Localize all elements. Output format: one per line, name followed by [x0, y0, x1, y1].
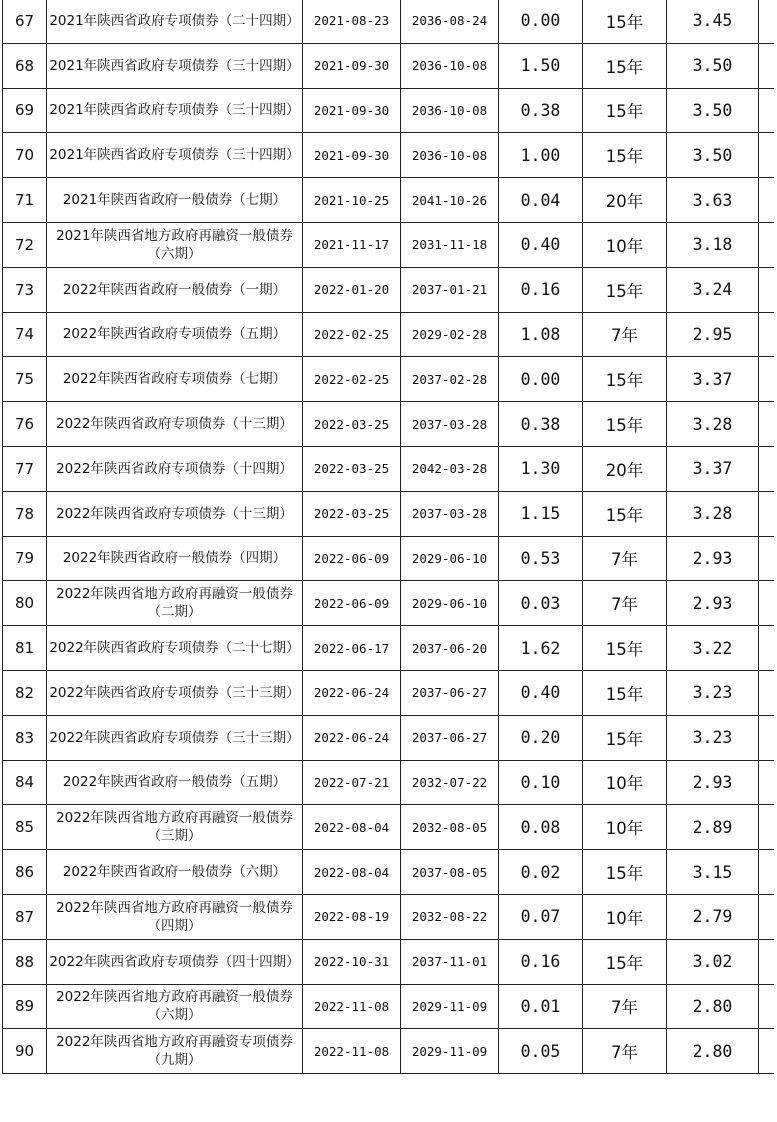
row-number-cell: 88: [3, 939, 47, 984]
page-margin-cell: [759, 446, 775, 491]
issue-date-cell: 2022-03-25: [303, 402, 401, 447]
page-margin-cell: [759, 491, 775, 536]
amount-cell: 0.10: [499, 760, 583, 805]
amount-cell: 1.00: [499, 133, 583, 178]
term-cell: 10年: [583, 894, 667, 939]
table-row: [3, 178, 775, 223]
term-cell: 15年: [583, 491, 667, 536]
row-number-cell: 75: [3, 357, 47, 402]
maturity-date-cell: 2037-03-28: [401, 491, 499, 536]
issue-date-cell: 2021-08-23: [303, 0, 401, 43]
bond-name-cell: 2022年陕西省地方政府再融资一般债券（四期）: [47, 894, 303, 939]
bond-name-cell: 2022年陕西省政府专项债券（三十三期）: [47, 670, 303, 715]
amount-cell: 0.03: [499, 581, 583, 626]
term-cell: 15年: [583, 88, 667, 133]
issue-date-cell: 2022-08-04: [303, 805, 401, 850]
term-cell: 7年: [583, 581, 667, 626]
interest-rate-cell: 3.22: [667, 626, 759, 671]
term-cell: 15年: [583, 43, 667, 88]
term-cell: 15年: [583, 670, 667, 715]
issue-date-cell: 2022-11-08: [303, 984, 401, 1029]
term-cell: 20年: [583, 446, 667, 491]
amount-cell: 1.30: [499, 446, 583, 491]
maturity-date-cell: 2037-11-01: [401, 939, 499, 984]
amount-cell: 0.53: [499, 536, 583, 581]
interest-rate-cell: 2.93: [667, 581, 759, 626]
page-margin-cell: [759, 312, 775, 357]
row-number-cell: 74: [3, 312, 47, 357]
maturity-date-cell: 2032-07-22: [401, 760, 499, 805]
issue-date-cell: 2022-02-25: [303, 312, 401, 357]
term-cell: 15年: [583, 850, 667, 895]
bond-name-cell: 2022年陕西省地方政府再融资一般债券（二期）: [47, 581, 303, 626]
table-row: [3, 312, 775, 357]
row-number-cell: 85: [3, 805, 47, 850]
interest-rate-cell: 3.28: [667, 491, 759, 536]
amount-cell: 0.01: [499, 984, 583, 1029]
bond-name-cell: 2022年陕西省政府一般债券（五期）: [47, 760, 303, 805]
issue-date-cell: 2022-01-20: [303, 267, 401, 312]
table-row: [3, 894, 775, 939]
row-number-cell: 81: [3, 626, 47, 671]
table-row: [3, 43, 775, 88]
bond-name-cell: 2022年陕西省政府专项债券（五期）: [47, 312, 303, 357]
amount-cell: 0.40: [499, 670, 583, 715]
table-row: [3, 715, 775, 760]
bond-name-cell: 2022年陕西省政府专项债券（十四期）: [47, 446, 303, 491]
interest-rate-cell: 3.24: [667, 267, 759, 312]
bond-name-cell: 2021年陕西省政府专项债券（三十四期）: [47, 43, 303, 88]
amount-cell: 0.00: [499, 357, 583, 402]
table-row: [3, 402, 775, 447]
amount-cell: 1.15: [499, 491, 583, 536]
maturity-date-cell: 2029-06-10: [401, 536, 499, 581]
bond-name-cell: 2021年陕西省政府专项债券（三十四期）: [47, 88, 303, 133]
term-cell: 7年: [583, 984, 667, 1029]
page-margin-cell: [759, 581, 775, 626]
bond-name-cell: 2021年陕西省政府专项债券（二十四期）: [47, 0, 303, 43]
row-number-cell: 87: [3, 894, 47, 939]
bond-name-cell: 2022年陕西省政府专项债券（十三期）: [47, 402, 303, 447]
table-row: [3, 670, 775, 715]
amount-cell: 1.62: [499, 626, 583, 671]
row-number-cell: 90: [3, 1029, 47, 1074]
bond-name-cell: 2022年陕西省地方政府再融资一般债券（三期）: [47, 805, 303, 850]
term-cell: 15年: [583, 939, 667, 984]
table-row: [3, 805, 775, 850]
page-margin-cell: [759, 984, 775, 1029]
issue-date-cell: 2022-11-08: [303, 1029, 401, 1074]
page-margin-cell: [759, 850, 775, 895]
page-margin-cell: [759, 222, 775, 267]
page-margin-cell: [759, 1029, 775, 1074]
bond-name-cell: 2022年陕西省地方政府再融资专项债券（九期）: [47, 1029, 303, 1074]
row-number-cell: 80: [3, 581, 47, 626]
term-cell: 7年: [583, 1029, 667, 1074]
term-cell: 10年: [583, 222, 667, 267]
term-cell: 15年: [583, 626, 667, 671]
maturity-date-cell: 2042-03-28: [401, 446, 499, 491]
issue-date-cell: 2022-10-31: [303, 939, 401, 984]
issue-date-cell: 2022-02-25: [303, 357, 401, 402]
row-number-cell: 67: [3, 0, 47, 43]
page-margin-cell: [759, 536, 775, 581]
term-cell: 15年: [583, 133, 667, 178]
amount-cell: 0.20: [499, 715, 583, 760]
issue-date-cell: 2021-11-17: [303, 222, 401, 267]
bond-name-cell: 2021年陕西省地方政府再融资一般债券（六期）: [47, 222, 303, 267]
maturity-date-cell: 2036-08-24: [401, 0, 499, 43]
row-number-cell: 86: [3, 850, 47, 895]
interest-rate-cell: 3.18: [667, 222, 759, 267]
interest-rate-cell: 3.63: [667, 178, 759, 223]
page-margin-cell: [759, 402, 775, 447]
issue-date-cell: 2022-06-24: [303, 715, 401, 760]
page-margin-cell: [759, 715, 775, 760]
maturity-date-cell: 2029-11-09: [401, 984, 499, 1029]
page-margin-cell: [759, 0, 775, 43]
maturity-date-cell: 2036-10-08: [401, 133, 499, 178]
page-margin-cell: [759, 760, 775, 805]
table-row: [3, 491, 775, 536]
scanned-page: [2, 0, 774, 1122]
table-row: [3, 760, 775, 805]
maturity-date-cell: 2031-11-18: [401, 222, 499, 267]
issue-date-cell: 2021-10-25: [303, 178, 401, 223]
interest-rate-cell: 3.50: [667, 88, 759, 133]
amount-cell: 0.08: [499, 805, 583, 850]
row-number-cell: 71: [3, 178, 47, 223]
table-row: [3, 133, 775, 178]
table-row: [3, 267, 775, 312]
amount-cell: 0.07: [499, 894, 583, 939]
maturity-date-cell: 2037-06-27: [401, 670, 499, 715]
page-margin-cell: [759, 357, 775, 402]
amount-cell: 0.00: [499, 0, 583, 43]
bond-name-cell: 2021年陕西省政府一般债券（七期）: [47, 178, 303, 223]
interest-rate-cell: 3.50: [667, 43, 759, 88]
table-row: [3, 850, 775, 895]
row-number-cell: 76: [3, 402, 47, 447]
table-row: [3, 88, 775, 133]
interest-rate-cell: 3.02: [667, 939, 759, 984]
maturity-date-cell: 2037-08-05: [401, 850, 499, 895]
maturity-date-cell: 2037-02-28: [401, 357, 499, 402]
row-number-cell: 68: [3, 43, 47, 88]
row-number-cell: 72: [3, 222, 47, 267]
row-number-cell: 73: [3, 267, 47, 312]
issue-date-cell: 2022-08-04: [303, 850, 401, 895]
issue-date-cell: 2021-09-30: [303, 133, 401, 178]
row-number-cell: 83: [3, 715, 47, 760]
maturity-date-cell: 2036-10-08: [401, 43, 499, 88]
issue-date-cell: 2022-06-17: [303, 626, 401, 671]
maturity-date-cell: 2037-03-28: [401, 402, 499, 447]
bond-name-cell: 2022年陕西省政府专项债券（十三期）: [47, 491, 303, 536]
amount-cell: 0.38: [499, 402, 583, 447]
bond-name-cell: 2021年陕西省政府专项债券（三十四期）: [47, 133, 303, 178]
bond-name-cell: 2022年陕西省政府一般债券（一期）: [47, 267, 303, 312]
term-cell: 15年: [583, 715, 667, 760]
issue-date-cell: 2022-06-24: [303, 670, 401, 715]
maturity-date-cell: 2037-06-20: [401, 626, 499, 671]
interest-rate-cell: 2.95: [667, 312, 759, 357]
page-margin-cell: [759, 939, 775, 984]
page-margin-cell: [759, 670, 775, 715]
issue-date-cell: 2022-03-25: [303, 491, 401, 536]
page-margin-cell: [759, 267, 775, 312]
page-margin-cell: [759, 626, 775, 671]
row-number-cell: 84: [3, 760, 47, 805]
table-row: [3, 222, 775, 267]
term-cell: 15年: [583, 267, 667, 312]
page-margin-cell: [759, 805, 775, 850]
row-number-cell: 70: [3, 133, 47, 178]
issue-date-cell: 2021-09-30: [303, 43, 401, 88]
table-row: [3, 0, 775, 43]
amount-cell: 0.04: [499, 178, 583, 223]
interest-rate-cell: 3.28: [667, 402, 759, 447]
maturity-date-cell: 2037-01-21: [401, 267, 499, 312]
bond-name-cell: 2022年陕西省政府一般债券（六期）: [47, 850, 303, 895]
maturity-date-cell: 2037-06-27: [401, 715, 499, 760]
amount-cell: 0.38: [499, 88, 583, 133]
issue-date-cell: 2022-03-25: [303, 446, 401, 491]
term-cell: 20年: [583, 178, 667, 223]
maturity-date-cell: 2032-08-22: [401, 894, 499, 939]
interest-rate-cell: 2.80: [667, 984, 759, 1029]
maturity-date-cell: 2029-02-28: [401, 312, 499, 357]
bond-name-cell: 2022年陕西省政府专项债券（二十七期）: [47, 626, 303, 671]
interest-rate-cell: 2.93: [667, 536, 759, 581]
issue-date-cell: 2021-09-30: [303, 88, 401, 133]
row-number-cell: 77: [3, 446, 47, 491]
maturity-date-cell: 2041-10-26: [401, 178, 499, 223]
table-row: [3, 357, 775, 402]
interest-rate-cell: 2.79: [667, 894, 759, 939]
interest-rate-cell: 3.37: [667, 357, 759, 402]
issue-date-cell: 2022-07-21: [303, 760, 401, 805]
page-margin-cell: [759, 178, 775, 223]
issue-date-cell: 2022-06-09: [303, 536, 401, 581]
row-number-cell: 78: [3, 491, 47, 536]
row-number-cell: 79: [3, 536, 47, 581]
interest-rate-cell: 3.45: [667, 0, 759, 43]
amount-cell: 0.02: [499, 850, 583, 895]
table-row: [3, 984, 775, 1029]
term-cell: 10年: [583, 760, 667, 805]
interest-rate-cell: 3.50: [667, 133, 759, 178]
table-row: [3, 536, 775, 581]
page-margin-cell: [759, 894, 775, 939]
interest-rate-cell: 3.23: [667, 670, 759, 715]
bond-name-cell: 2022年陕西省政府专项债券（四十四期）: [47, 939, 303, 984]
bond-table: [2, 0, 774, 1074]
term-cell: 15年: [583, 357, 667, 402]
bond-name-cell: 2022年陕西省政府专项债券（三十三期）: [47, 715, 303, 760]
term-cell: 15年: [583, 402, 667, 447]
interest-rate-cell: 3.37: [667, 446, 759, 491]
amount-cell: 0.16: [499, 939, 583, 984]
table-row: [3, 939, 775, 984]
term-cell: 10年: [583, 805, 667, 850]
table-body: [3, 0, 775, 1074]
bond-name-cell: 2022年陕西省政府一般债券（四期）: [47, 536, 303, 581]
interest-rate-cell: 3.23: [667, 715, 759, 760]
row-number-cell: 89: [3, 984, 47, 1029]
page-margin-cell: [759, 43, 775, 88]
maturity-date-cell: 2036-10-08: [401, 88, 499, 133]
term-cell: 7年: [583, 536, 667, 581]
maturity-date-cell: 2029-06-10: [401, 581, 499, 626]
table-row: [3, 446, 775, 491]
amount-cell: 0.40: [499, 222, 583, 267]
issue-date-cell: 2022-06-09: [303, 581, 401, 626]
maturity-date-cell: 2032-08-05: [401, 805, 499, 850]
table-row: [3, 581, 775, 626]
table-row: [3, 1029, 775, 1074]
bond-name-cell: 2022年陕西省政府专项债券（七期）: [47, 357, 303, 402]
interest-rate-cell: 3.15: [667, 850, 759, 895]
row-number-cell: 82: [3, 670, 47, 715]
interest-rate-cell: 2.93: [667, 760, 759, 805]
amount-cell: 1.50: [499, 43, 583, 88]
term-cell: 7年: [583, 312, 667, 357]
table-row: [3, 626, 775, 671]
interest-rate-cell: 2.80: [667, 1029, 759, 1074]
term-cell: 15年: [583, 0, 667, 43]
maturity-date-cell: 2029-11-09: [401, 1029, 499, 1074]
amount-cell: 0.16: [499, 267, 583, 312]
page-margin-cell: [759, 88, 775, 133]
amount-cell: 0.05: [499, 1029, 583, 1074]
row-number-cell: 69: [3, 88, 47, 133]
issue-date-cell: 2022-08-19: [303, 894, 401, 939]
bond-name-cell: 2022年陕西省地方政府再融资一般债券（六期）: [47, 984, 303, 1029]
interest-rate-cell: 2.89: [667, 805, 759, 850]
page-margin-cell: [759, 133, 775, 178]
amount-cell: 1.08: [499, 312, 583, 357]
